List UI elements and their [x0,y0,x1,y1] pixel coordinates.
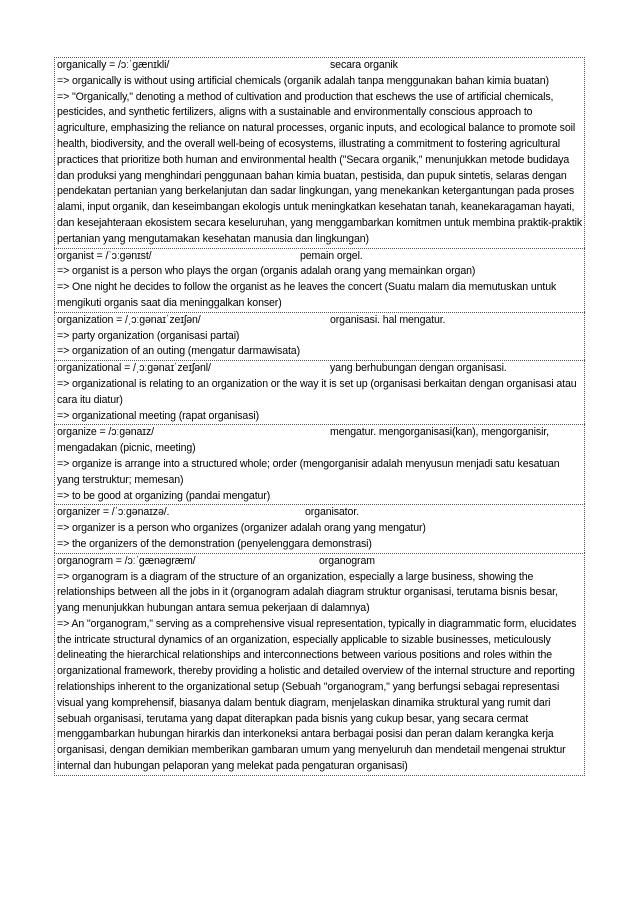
indonesian-definition: mengatur. mengorganisasi(kan), mengorganisir, mengadakan (picnic, meeting) [57,426,549,455]
example-sentence: => organizational meeting (rapat organisasi) [57,409,260,422]
example-sentence: => organogram is a diagram of the structure of an organization, especially a large business, showing the relationships between all the jobs in it (organogram adalah diagram struktur organisasi, terutama bisnis besar, yang menunjukkan hubungan antara semua pekerjaan di dalamnya) [57,570,558,615]
entry-header [57,58,583,74]
example-sentence: => organization of an outing (mengatur darmawisata) [57,345,300,358]
indonesian-definition: organogram [319,554,375,567]
example-sentence: => An "organogram," serving as a comprehensive visual representation, typically in diagrammatic form, elucidates the intricate structural dynamics of an organization, especially applicable to sizable businesses, meticulously delineating the hierarchical relationships and interconnections between various positions and roles within the organizational framework, thereby providing a holistic and detailed overview of the internal structure and reporting relationships inherent to the organizational setup (Sebuah "organogram," yang berfungsi sebagai representasi visual yang komprehensif, biasanya dalam bentuk diagram, menjelaskan dinamika struktural yang rumit dari sebuah organisasi, terutama yang dapat diterapkan pada bisnis yang cukup besar, yang secara cermat menggambarkan hubungan hirarkis dan interkoneksi antara berbagai posisi dan peran dalam kerangka kerja organisasi, dengan demikian memberikan gambaran umum yang menyeluruh dan mendetail mengenai struktur internal dan hubungan pelaporan yang melekat pada pengaturan organisasi) [57,617,577,773]
dictionary-page [54,57,585,776]
dictionary-entry [54,57,585,248]
dictionary-entry [54,312,585,360]
indonesian-definition: yang berhubungan dengan organisasi. [330,362,507,375]
dictionary-entry [54,553,585,776]
example-sentence: => organically is without using artificial chemicals (organik adalah tanpa menggunakan bahan kimia buatan) [57,74,549,87]
example-sentence: => party organization (organisasi partai) [57,329,240,342]
example-sentence: => organizer is a person who organizes (organizer adalah orang yang mengatur) [57,522,426,535]
entry-header [57,361,583,377]
indonesian-definition: secara organik [330,59,398,71]
dictionary-entry [54,504,585,552]
example-sentence: => One night he decides to follow the organist as he leaves the concert (Suatu malam dia memutuskan untuk mengikuti organis saat dia meninggalkan konser) [57,281,557,309]
example-sentence: => "Organically," denoting a method of cultivation and production that eschews the use of artificial chemicals, pesticides, and synthetic fertilizers, aligns with a sustainable and environmentally conscious approach to agriculture, emphasizing the reliance on natural processes, organic inputs, and ecological balance to promote soil health, biodiversity, and the overall well-being of ecosystems, illustrating a commitment to fostering agricultural practices that prioritize both human and environmental health ("Secara organik," menunjukkan metode budidaya dan produksi yang menghindari penggunaan bahan kimia buatan, pestisida, dan pupuk sintetis, selaras dengan pendekatan pertanian yang berkelanjutan dan sadar lingkungan, yang menekankan ketergantungan pada proses alami, input organik, dan keseimbangan ekologis untuk meningkatkan kesehatan tanah, keanekaragaman hayati, dan kesejahteraan ekosistem secara keseluruhan, yang menggambarkan komitmen untuk membina praktik-praktik pertanian yang mengutamakan kesehatan manusia dan lingkungan) [57,90,583,245]
entry-header [57,554,583,570]
indonesian-definition: organisasi. hal mengatur. [330,313,446,326]
example-sentence: => to be good at organizing (pandai mengatur) [57,489,271,502]
entry-header [57,505,583,521]
dictionary-entry [54,360,585,424]
headword-pronunciation: organizer = /ˈɔːgənaɪzə/. [57,506,170,519]
entry-header [57,249,583,265]
headword-pronunciation: organization = /ˌɔːgənaɪˈzeɪʃən/ [57,313,201,326]
headword-pronunciation: organist = /ˈɔːgənɪst/ [57,249,152,262]
headword-pronunciation: organizational = /ˌɔːgənaɪˈzeɪʃənl/ [57,362,211,375]
dictionary-entry [54,248,585,312]
example-sentence: => the organizers of the demonstration (penyelenggara demonstrasi) [57,537,372,550]
example-sentence: => organist is a person who plays the organ (organis adalah orang yang memainkan organ) [57,265,476,278]
indonesian-definition: organisator. [305,506,359,519]
example-sentence: => organize is arrange into a structured whole; order (mengorganisir adalah menyusun menjadi satu kesatuan yang terstruktur; memesan) [57,457,560,486]
headword-pronunciation: organically = /ɔːˈgænɪkli/ [57,59,170,71]
headword-pronunciation: organogram = /ɔːˈgænəgræm/ [57,554,196,567]
dictionary-entry [54,424,585,504]
entry-header [57,313,583,329]
headword-pronunciation: organize = /ɔːgənaɪz/ [57,426,154,439]
indonesian-definition: pemain orgel. [300,249,363,262]
example-sentence: => organizational is relating to an organization or the way it is set up (organisasi berkaitan dengan organisasi atau cara itu diatur) [57,377,577,406]
entry-header [57,425,583,457]
